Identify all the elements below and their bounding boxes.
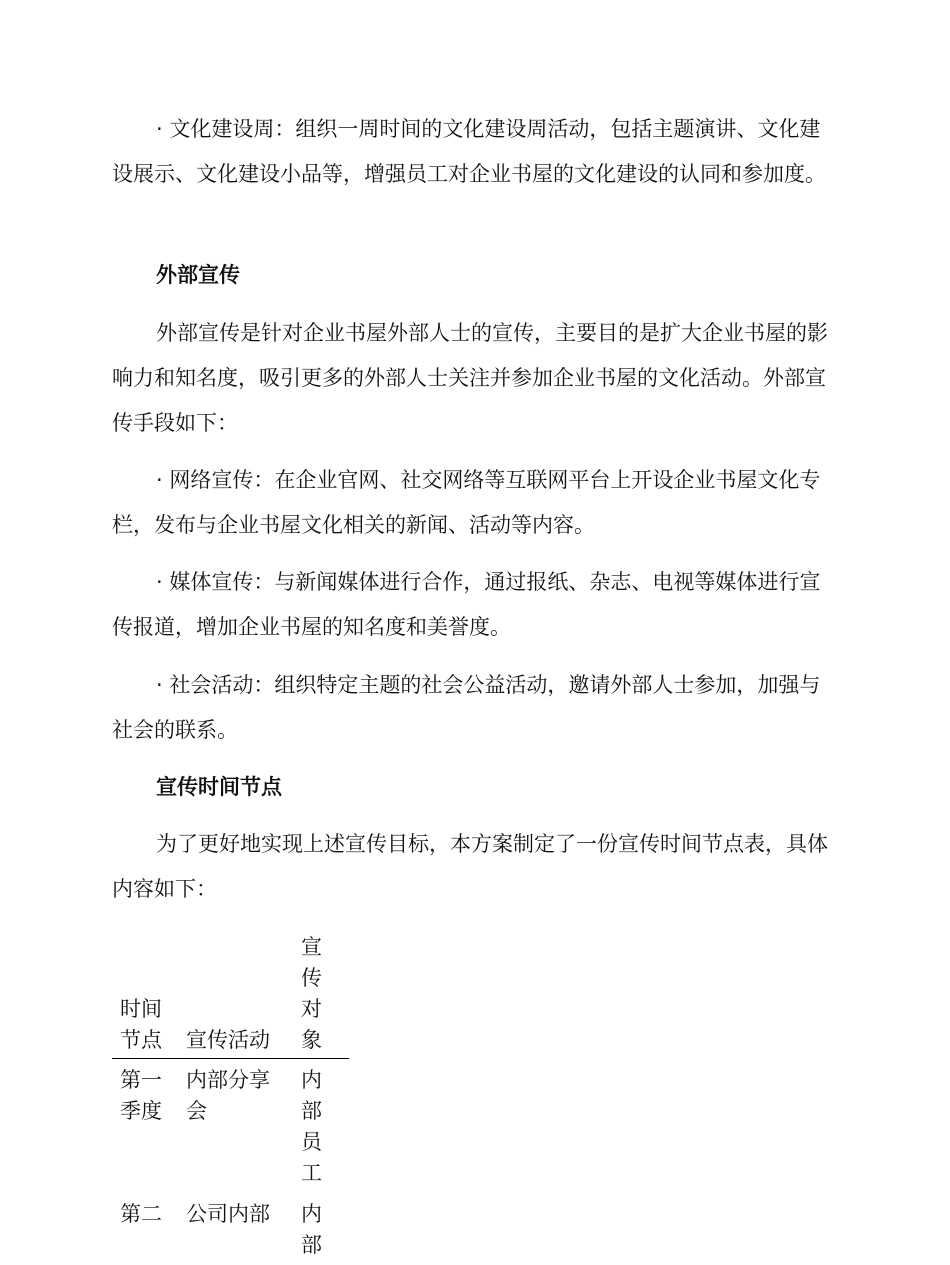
heading-timeline: 宣传时间节点: [156, 775, 282, 799]
table-cell: 内部员工: [301, 1068, 322, 1185]
paragraph-network-publicity: · 网络宣传：在企业官网、社交网络等互联网平台上开设企业书屋文化专栏，发布与企业书屋文化相关的新闻、活动等内容。: [112, 468, 821, 537]
paragraph-external-intro: 外部宣传是针对企业书屋外部人士的宣传，主要目的是扩大企业书屋的影响力和知名度，吸引更多的外部人士关注并参加企业书屋的文化活动。外部宣传手段如下：: [112, 321, 828, 435]
table-cell: 公司内部: [186, 1202, 270, 1226]
paragraph-social-activities: · 社会活动：组织特定主题的社会公益活动，邀请外部人士参加，加强与社会的联系。: [112, 673, 821, 742]
paragraph-media-publicity: · 媒体宣传：与新闻媒体进行合作，通过报纸、杂志、电视等媒体进行宣传报道，增加企业书屋的知名度和美誉度。: [112, 570, 821, 639]
table-header-cell: 时间节点: [112, 930, 178, 1059]
table-cell: 内部分享会: [186, 1068, 270, 1123]
heading-external-publicity: 外部宣传: [156, 263, 240, 287]
table-header-cell: 宣传活动: [178, 930, 293, 1059]
table-cell: 第二: [120, 1202, 162, 1226]
timeline-table: [112, 930, 349, 1265]
table-row: [112, 1059, 349, 1194]
paragraph-culture-week: · 文化建设周：组织一周时间的文化建设周活动，包括主题演讲、文化建设展示、文化建设小品等，增强员工对企业书屋的文化建设的认同和参加度。: [112, 117, 826, 186]
table-row: [112, 1193, 349, 1265]
table-cell: 第一季度: [120, 1068, 162, 1123]
table-cell: 内部: [301, 1202, 322, 1257]
paragraph-timeline-intro: 为了更好地实现上述宣传目标，本方案制定了一份宣传时间节点表，具体内容如下：: [112, 832, 828, 901]
table-header-row: [112, 930, 349, 1059]
table-header-cell: 宣传对象: [293, 930, 349, 1059]
